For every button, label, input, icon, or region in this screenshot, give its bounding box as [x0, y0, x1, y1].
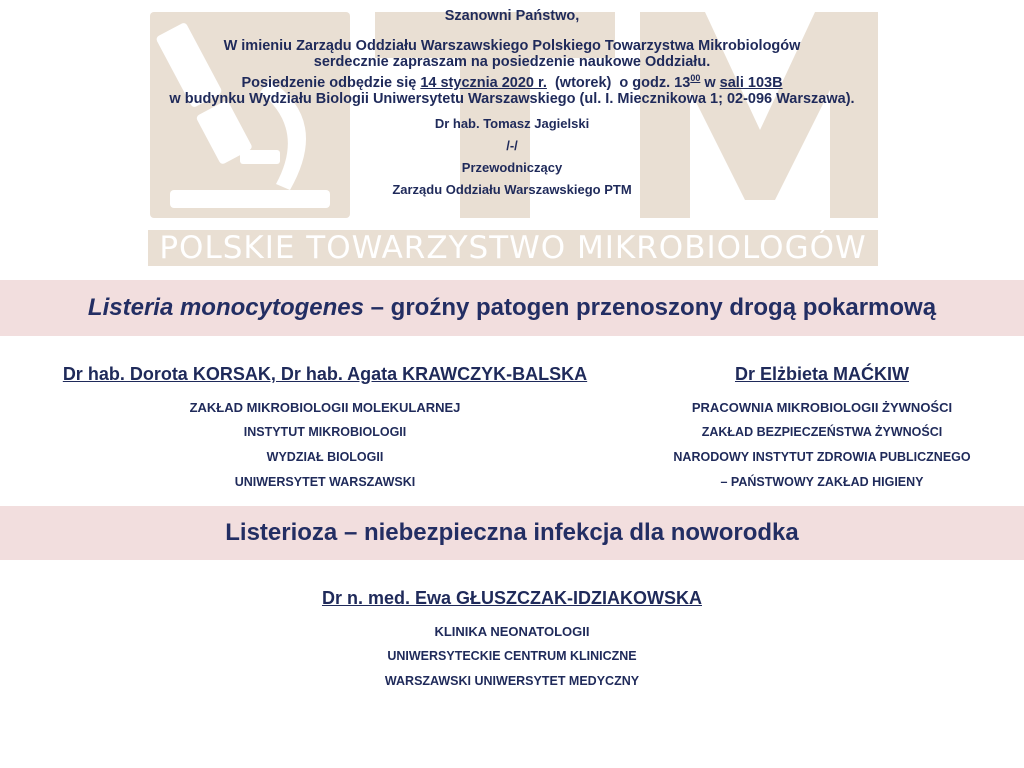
talk-2-banner — [0, 506, 1024, 560]
meeting-room: sali 103B — [719, 74, 783, 91]
speaker-group-3 — [0, 588, 1024, 694]
speaker-1-affiliation: WYDZIAŁ BIOLOGII — [266, 450, 384, 464]
signed-mark: /-/ — [506, 137, 518, 153]
signer-role: Przewodniczący — [461, 159, 563, 175]
signer-name: Dr hab. Tomasz Jagielski — [434, 115, 590, 131]
signer-board: Zarządu Oddziału Warszawskiego PTM — [392, 181, 632, 197]
speaker-1-affiliation: INSTYTUT MIKROBIOLOGII — [243, 425, 407, 439]
speaker-2-name: Dr Elżbieta MAĆKIW — [734, 364, 909, 384]
speaker-group-1 — [20, 364, 630, 495]
speaker-1-name: Dr hab. Dorota KORSAK, Dr hab. Agata KRAWCZYK-BALSKA — [62, 364, 588, 384]
invitation-line-1: W imieniu Zarządu Oddziału Warszawskiego Polskiego Towarzystwa Mikrobiologów — [223, 38, 801, 54]
invitation-line-2: serdecznie zapraszam na posiedzenie naukowe Oddziału. — [313, 54, 711, 70]
invitation-block — [0, 8, 1024, 201]
speaker-2-affiliation: – PAŃSTWOWY ZAKŁAD HIGIENY — [720, 475, 924, 489]
speaker-group-2 — [640, 364, 1004, 495]
invitation-line-3 — [0, 70, 1024, 91]
meeting-time-minutes: 00 — [690, 73, 701, 83]
speaker-3-affiliation: WARSZAWSKI UNIWERSYTET MEDYCZNY — [384, 674, 640, 688]
speaker-2-affiliation: PRACOWNIA MIKROBIOLOGII ŻYWNOŚCI — [691, 400, 953, 415]
talk-1-title-rest: – groźny patogen przenoszony drogą pokarmową — [364, 294, 937, 321]
logo-band-text: POLSKIE TOWARZYSTWO MIKROBIOLOGÓW — [148, 230, 878, 266]
invitation-line-4: w budynku Wydziału Biologii Uniwersytetu Warszawskiego (ul. I. Miecznikowa 1; 02-096 Warszawa). — [169, 90, 855, 107]
speaker-2-affiliation: NARODOWY INSTYTUT ZDROWIA PUBLICZNEGO — [673, 450, 971, 464]
speaker-2-affiliation: ZAKŁAD BEZPIECZEŃSTWA ŻYWNOŚCI — [701, 425, 943, 439]
greeting: Szanowni Państwo, — [444, 8, 580, 24]
talk-1-title-italic: Listeria monocytogenes — [87, 294, 364, 321]
speaker-1-affiliation: UNIWERSYTET WARSZAWSKI — [234, 475, 416, 489]
speaker-3-affiliation: KLINIKA NEONATOLOGII — [434, 624, 590, 639]
speaker-1-affiliation: ZAKŁAD MIKROBIOLOGII MOLEKULARNEJ — [189, 400, 461, 415]
talk-2-title: Listerioza – niebezpieczna infekcja dla noworodka — [225, 519, 799, 546]
speaker-3-affiliation: UNIWERSYTECKIE CENTRUM KLINICZNE — [387, 649, 637, 663]
talk-1-banner — [0, 280, 1024, 336]
line3-w: w — [700, 74, 720, 91]
speaker-3-name: Dr n. med. Ewa GŁUSZCZAK-IDZIAKOWSKA — [321, 588, 702, 608]
line3-mid: (wtorek) o godz. 13 — [546, 74, 691, 91]
meeting-date: 14 stycznia 2020 r. — [420, 74, 547, 91]
line3-pre: Posiedzenie odbędzie się — [241, 74, 421, 91]
